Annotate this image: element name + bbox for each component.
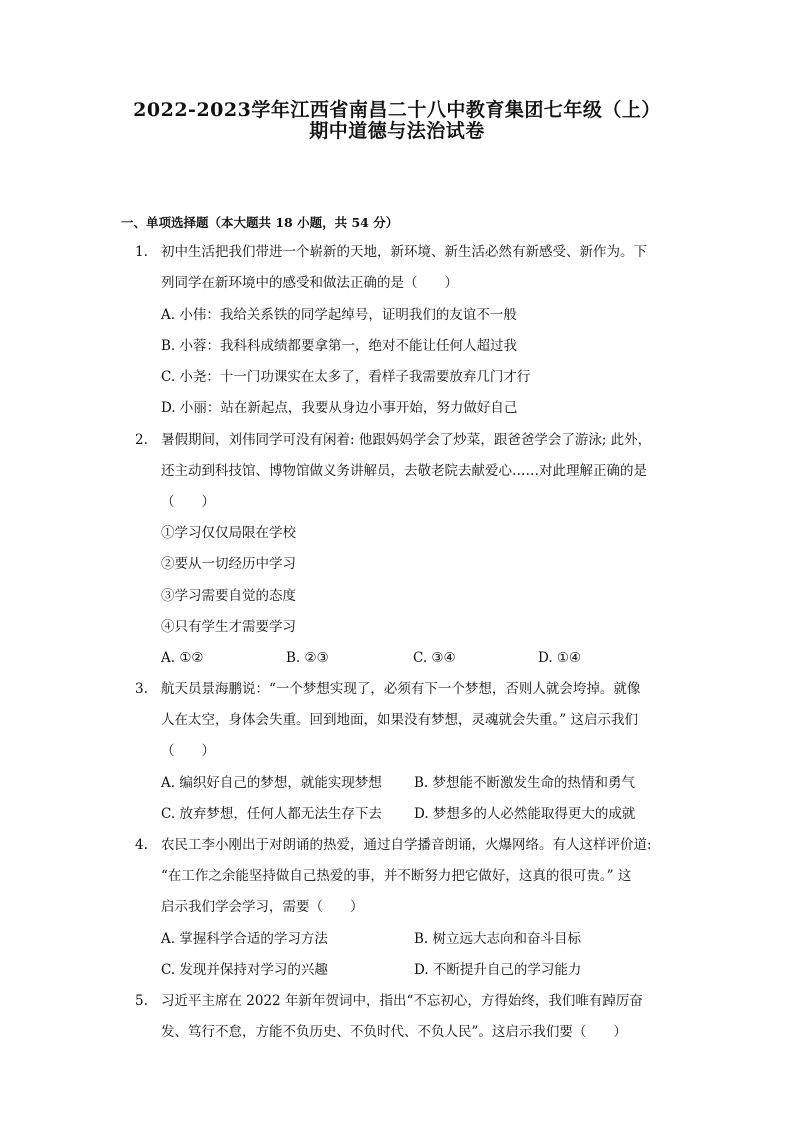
question-stem-line: 发、笃行不怠，方能不负历史、不负时代、不负人民”。这启示我们要（ ） bbox=[161, 1024, 627, 1040]
option-d: D. ①④ bbox=[538, 650, 582, 666]
statement-item: ①学习仅仅局限在学校 bbox=[161, 525, 296, 541]
option-a: A. 编织好自己的梦想，就能实现梦想 bbox=[161, 775, 382, 791]
option-a: A. 掌握科学合适的学习方法 bbox=[161, 931, 328, 947]
statement-item: ④只有学生才需要学习 bbox=[161, 619, 296, 635]
option-d: D. 梦想多的人必然能取得更大的成就 bbox=[414, 806, 636, 822]
question-number: 4. bbox=[135, 837, 148, 853]
option-d: D. 小丽：站在新起点，我要从身边小事开始，努力做好自己 bbox=[161, 400, 518, 416]
option-d: D. 不断提升自己的学习能力 bbox=[414, 962, 582, 978]
statement-item: ②要从一切经历中学习 bbox=[161, 556, 296, 572]
exam-title-line2: 期中道德与法治试卷 bbox=[309, 120, 485, 142]
question-number: 3. bbox=[135, 681, 148, 697]
question-stem-line: 列同学在新环境中的感受和做法正确的是（ ） bbox=[161, 275, 458, 291]
question-stem-line: 农民工李小刚出于对朗诵的热爱，通过自学播音朗诵，火爆网络。有人这样评价道: bbox=[161, 837, 652, 853]
question-stem-line: 还主动到科技馆、博物馆做义务讲解员，去敬老院去献爱心……对此理解正确的是 bbox=[161, 463, 647, 479]
question-stem-line: “在工作之余能坚持做自己热爱的事，并不断努力把它做好，这真的很可贵。” 这 bbox=[161, 868, 632, 884]
option-b: B. 小蓉：我科科成绩都要拿第一，绝对不能让任何人超过我 bbox=[161, 338, 518, 354]
question-stem-line: 习近平主席在 2022 年新年贺词中，指出“不忘初心，方得始终，我们唯有踔厉奋 bbox=[161, 993, 643, 1009]
option-c: C. 放弃梦想，任何人都无法生存下去 bbox=[161, 806, 382, 822]
option-c: C. ③④ bbox=[413, 650, 456, 666]
question-stem-line: 初中生活把我们带进一个崭新的天地，新环境、新生活必然有新感受、新作为。下 bbox=[161, 244, 647, 260]
section-heading: 一、单项选择题（本大题共 18 小题，共 54 分） bbox=[121, 215, 399, 230]
option-a: A. ①② bbox=[161, 650, 204, 666]
question-number: 1. bbox=[135, 244, 148, 260]
question-stem-line: （ ） bbox=[161, 743, 215, 759]
option-a: A. 小伟：我给关系铁的同学起绰号，证明我们的友谊不一般 bbox=[161, 307, 517, 323]
question-stem-line: （ ） bbox=[161, 494, 215, 510]
question-stem-line: 暑假期间，刘伟同学可没有闲着: 他跟妈妈学会了炒菜，跟爸爸学会了游泳; 此外， bbox=[161, 432, 652, 448]
statement-item: ③学习需要自觉的态度 bbox=[161, 588, 296, 604]
question-stem-line: 启示我们学会学习，需要（ ） bbox=[161, 899, 364, 915]
option-b: B. 树立远大志向和奋斗目标 bbox=[414, 931, 582, 947]
option-c: C. 发现并保持对学习的兴趣 bbox=[161, 962, 328, 978]
question-stem-line: 航天员景海鹏说：“一个梦想实现了，必须有下一个梦想，否则人就会垮掉。就像 bbox=[161, 681, 641, 697]
option-c: C. 小尧：十一门功课实在太多了，看样子我需要放弃几门才行 bbox=[161, 369, 531, 385]
option-b: B. ②③ bbox=[286, 650, 329, 666]
question-stem-line: 人在太空，身体会失重。回到地面，如果没有梦想，灵魂就会失重。” 这启示我们 bbox=[161, 712, 638, 728]
option-b: B. 梦想能不断激发生命的热情和勇气 bbox=[414, 775, 636, 791]
question-number: 2. bbox=[135, 432, 148, 448]
question-number: 5. bbox=[135, 993, 148, 1009]
exam-title-line1: 2022-2023学年江西省南昌二十八中教育集团七年级（上） bbox=[133, 99, 661, 121]
